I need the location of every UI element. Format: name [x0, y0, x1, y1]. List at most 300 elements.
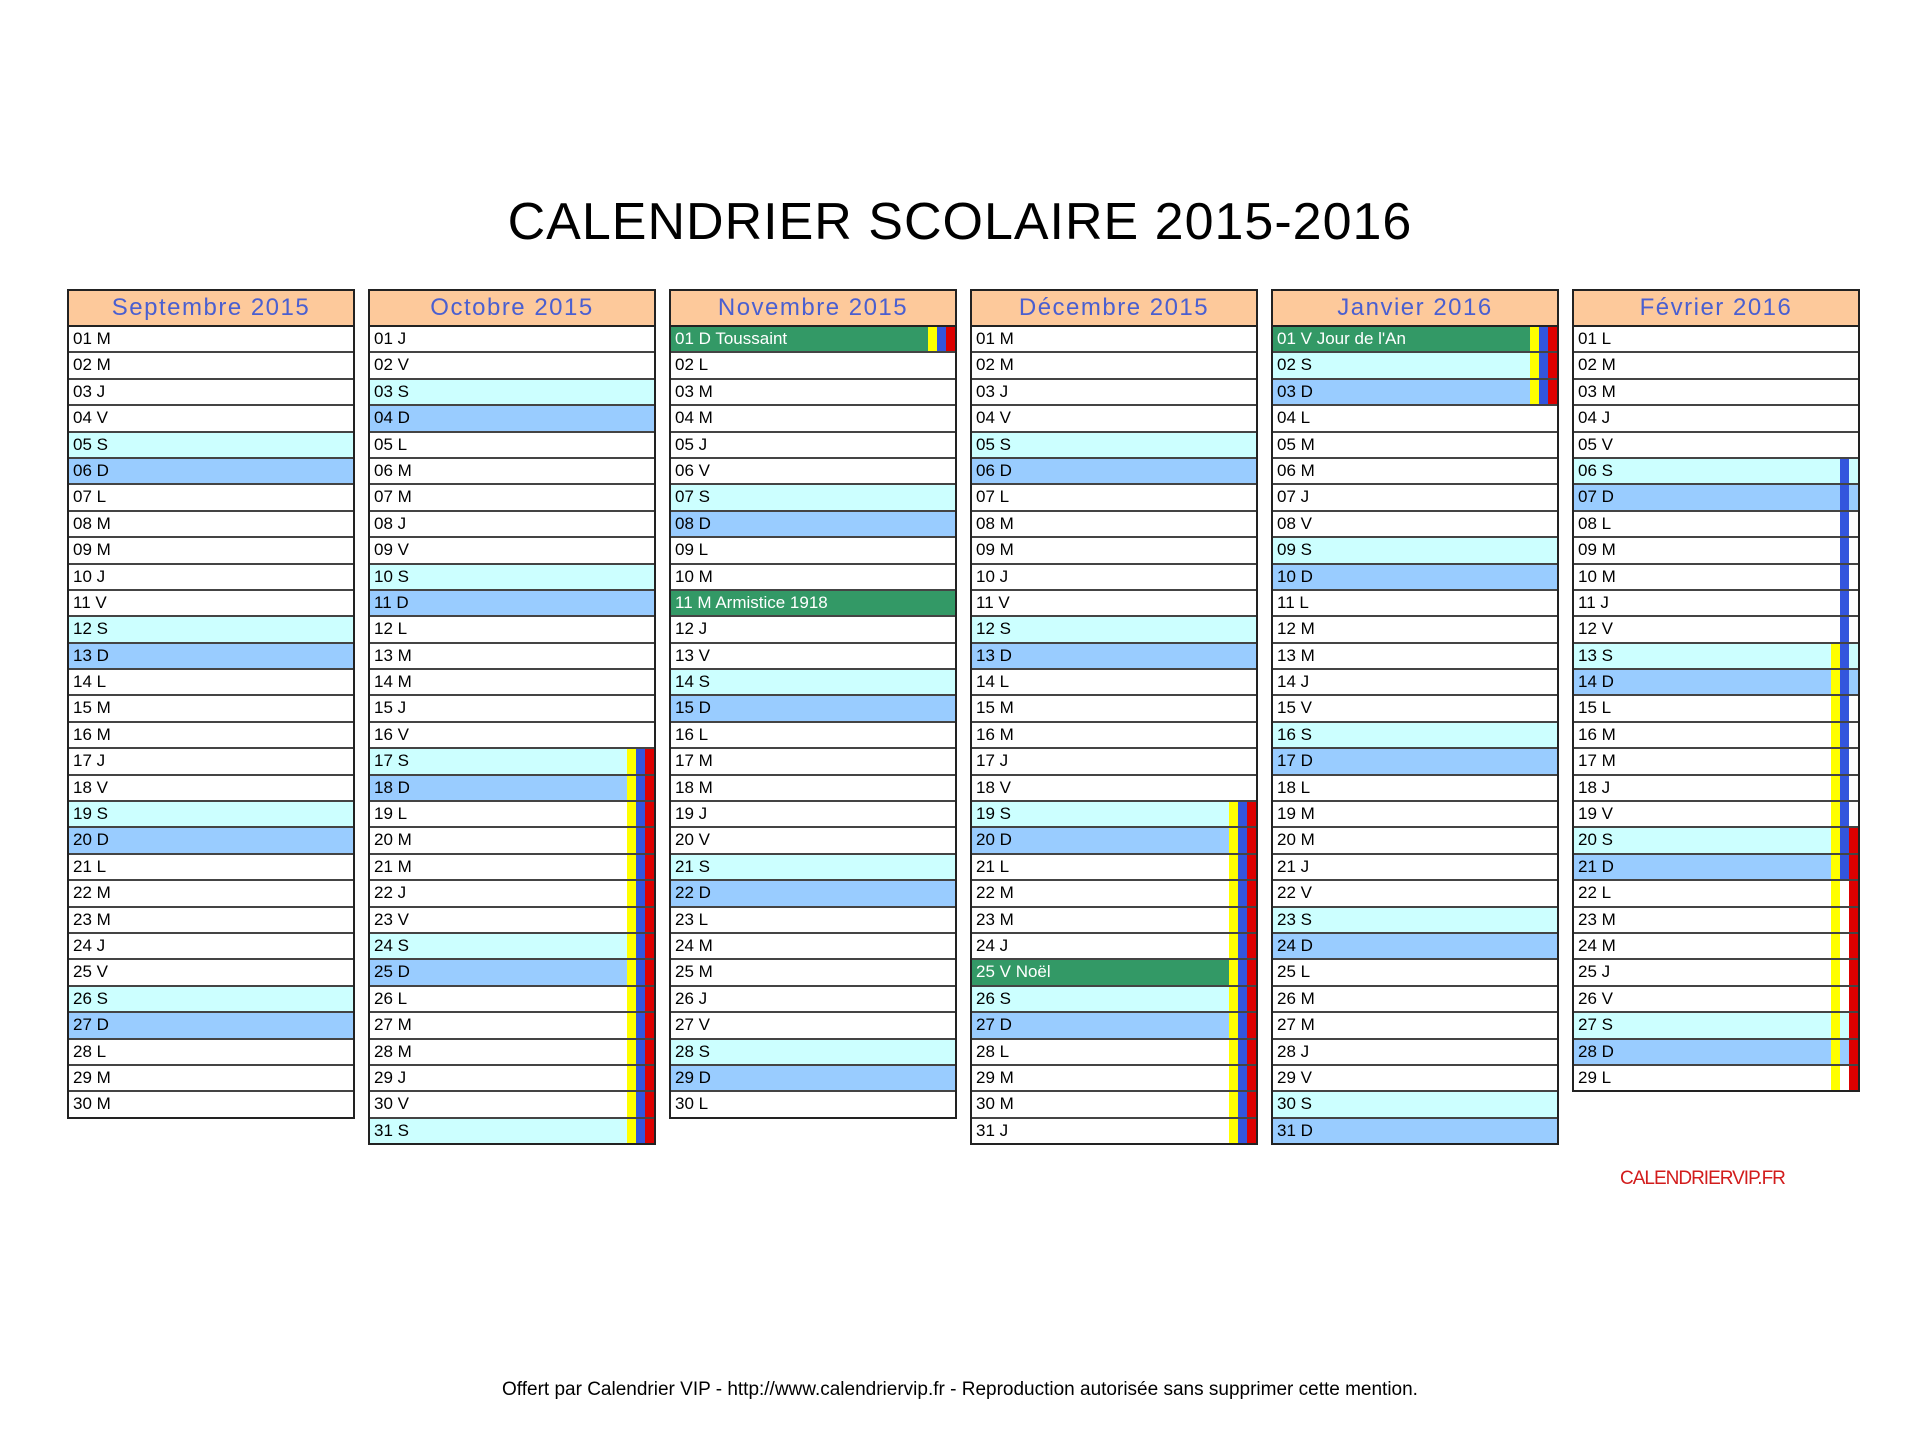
day-label: 23 M	[976, 909, 1014, 929]
zone-c-strip	[645, 934, 654, 958]
vacation-strips	[1831, 908, 1858, 932]
day-row	[1574, 960, 1858, 986]
zone-a-strip	[1831, 749, 1840, 773]
zone-b-strip	[1840, 617, 1849, 641]
day-label: 15 V	[1277, 698, 1312, 718]
day-row	[1273, 1066, 1557, 1092]
day-row	[972, 749, 1256, 775]
day-label: 03 J	[976, 381, 1009, 401]
zone-c-strip	[1548, 380, 1557, 404]
day-row	[972, 353, 1256, 379]
zone-a-strip	[1831, 776, 1840, 800]
day-row	[69, 987, 353, 1013]
day-row	[1273, 828, 1557, 854]
day-label: 22 D	[675, 883, 711, 903]
day-label: 07 J	[1277, 487, 1310, 507]
day-row	[69, 327, 353, 353]
day-label: 23 L	[675, 909, 709, 929]
day-row	[370, 1092, 654, 1118]
day-row	[972, 644, 1256, 670]
day-label: 15 M	[976, 698, 1014, 718]
month-column	[669, 289, 957, 1119]
zone-a-strip	[1229, 908, 1238, 932]
zone-c-strip	[1247, 1066, 1256, 1090]
day-label: 04 M	[675, 408, 713, 428]
zone-c-strip	[1247, 960, 1256, 984]
day-row	[1574, 1066, 1858, 1090]
zone-c-strip	[645, 1066, 654, 1090]
zone-a-strip	[1831, 485, 1840, 509]
day-row	[69, 802, 353, 828]
day-row	[1273, 617, 1557, 643]
zone-a-strip	[1831, 565, 1840, 589]
day-row	[671, 380, 955, 406]
zone-b-strip	[1840, 960, 1849, 984]
day-row	[370, 828, 654, 854]
day-label: 25 J	[1578, 962, 1611, 982]
brand-label: CALENDRIERVIP.FR	[1620, 1168, 1785, 1189]
day-label: 24 D	[1277, 935, 1313, 955]
zone-a-strip	[1831, 908, 1840, 932]
day-row	[370, 617, 654, 643]
vacation-strips	[627, 1119, 654, 1143]
zone-a-strip	[1831, 802, 1840, 826]
day-row	[1273, 934, 1557, 960]
day-label: 01 V Jour de l'An	[1277, 329, 1406, 348]
day-label: 16 M	[1578, 724, 1616, 744]
day-row	[1574, 828, 1858, 854]
day-label: 22 M	[73, 883, 111, 903]
day-row	[69, 749, 353, 775]
day-row	[671, 512, 955, 538]
day-label: 12 S	[73, 619, 108, 639]
vacation-strips	[1831, 1013, 1858, 1037]
day-label: 14 L	[976, 672, 1010, 692]
day-row	[370, 380, 654, 406]
zone-c-strip	[645, 749, 654, 773]
day-label: 19 J	[675, 804, 708, 824]
zone-b-strip	[937, 327, 946, 351]
zone-b-strip	[1840, 670, 1849, 694]
day-label: 06 M	[374, 460, 412, 480]
day-label: 04 V	[976, 408, 1011, 428]
day-row	[370, 881, 654, 907]
day-row	[972, 617, 1256, 643]
vacation-strips	[627, 1092, 654, 1116]
zone-a-strip	[1831, 670, 1840, 694]
day-label: 30 V	[374, 1094, 409, 1114]
day-label: 17 M	[1578, 751, 1616, 771]
zone-c-strip	[645, 855, 654, 879]
day-label: 16 V	[374, 724, 409, 744]
zone-a-strip	[1831, 538, 1840, 562]
day-row	[1273, 1092, 1557, 1118]
day-row	[1574, 855, 1858, 881]
day-row	[1574, 987, 1858, 1013]
day-label: 21 L	[976, 856, 1010, 876]
zone-b-strip	[1840, 749, 1849, 773]
day-row	[69, 406, 353, 432]
zone-a-strip	[627, 1066, 636, 1090]
vacation-strips	[627, 749, 654, 773]
zone-a-strip	[1831, 855, 1840, 879]
day-row	[671, 749, 955, 775]
day-label: 09 M	[976, 540, 1014, 560]
zone-b-strip	[1238, 1040, 1247, 1064]
day-label: 18 V	[976, 777, 1011, 797]
zone-a-strip	[627, 749, 636, 773]
zone-a-strip	[1229, 1119, 1238, 1143]
day-row	[1273, 353, 1557, 379]
day-row	[1273, 512, 1557, 538]
zone-a-strip	[1229, 987, 1238, 1011]
zone-b-strip	[636, 828, 645, 852]
day-label: 03 D	[1277, 381, 1313, 401]
day-label: 05 S	[976, 434, 1011, 454]
zone-b-strip	[1840, 1013, 1849, 1037]
day-label: 11 M Armistice 1918	[675, 592, 828, 612]
day-row	[69, 433, 353, 459]
vacation-strips	[1831, 696, 1858, 720]
day-label: 20 M	[374, 830, 412, 850]
vacation-strips	[627, 828, 654, 852]
vacation-strips	[627, 1013, 654, 1037]
zone-c-strip	[1849, 987, 1858, 1011]
day-row	[370, 1119, 654, 1143]
day-row	[69, 776, 353, 802]
vacation-strips	[1831, 987, 1858, 1011]
day-label: 11 D	[374, 592, 409, 612]
zone-a-strip	[1530, 327, 1539, 351]
zone-c-strip	[1247, 828, 1256, 852]
zone-a-strip	[1229, 881, 1238, 905]
month-column	[970, 289, 1258, 1145]
month-column	[1271, 289, 1559, 1145]
day-row	[1574, 749, 1858, 775]
day-label: 28 L	[73, 1041, 107, 1061]
day-label: 30 S	[1277, 1094, 1312, 1114]
day-row	[370, 1040, 654, 1066]
day-label: 24 J	[976, 935, 1009, 955]
day-row	[1574, 881, 1858, 907]
day-label: 10 M	[1578, 566, 1616, 586]
day-row	[972, 881, 1256, 907]
day-label: 28 S	[675, 1041, 710, 1061]
day-label: 03 S	[374, 381, 409, 401]
day-row	[671, 565, 955, 591]
zone-a-strip	[627, 776, 636, 800]
zone-b-strip	[636, 881, 645, 905]
day-label: 06 S	[1578, 460, 1613, 480]
vacation-strips	[1229, 987, 1256, 1011]
zone-c-strip	[645, 1040, 654, 1064]
day-row	[69, 538, 353, 564]
zone-c-strip	[645, 908, 654, 932]
day-row	[370, 776, 654, 802]
zone-a-strip	[1831, 723, 1840, 747]
zone-b-strip	[1238, 960, 1247, 984]
day-row	[972, 1013, 1256, 1039]
day-row	[69, 459, 353, 485]
zone-c-strip	[1849, 1013, 1858, 1037]
vacation-strips	[1229, 1092, 1256, 1116]
day-row	[972, 776, 1256, 802]
month-header: Octobre 2015	[370, 291, 654, 327]
zone-a-strip	[1831, 881, 1840, 905]
vacation-strips	[1229, 1066, 1256, 1090]
holiday-row	[972, 960, 1256, 986]
day-label: 05 L	[374, 434, 408, 454]
month-column	[368, 289, 656, 1145]
zone-a-strip	[1831, 591, 1840, 615]
day-row	[370, 802, 654, 828]
day-row	[69, 1040, 353, 1066]
day-label: 29 M	[73, 1067, 111, 1087]
day-label: 09 M	[1578, 540, 1616, 560]
vacation-strips	[1530, 380, 1557, 404]
zone-c-strip	[1849, 723, 1858, 747]
day-label: 13 D	[976, 645, 1012, 665]
zone-b-strip	[636, 1066, 645, 1090]
zone-b-strip	[1840, 696, 1849, 720]
day-label: 18 J	[1578, 777, 1611, 797]
day-row	[370, 1066, 654, 1092]
day-row	[370, 960, 654, 986]
day-row	[69, 591, 353, 617]
vacation-strips	[627, 1066, 654, 1090]
zone-b-strip	[1539, 353, 1548, 377]
day-row	[972, 1040, 1256, 1066]
zone-b-strip	[1238, 802, 1247, 826]
day-row	[972, 459, 1256, 485]
zone-b-strip	[1238, 881, 1247, 905]
day-label: 25 M	[675, 962, 713, 982]
zone-b-strip	[1539, 380, 1548, 404]
day-row	[1273, 459, 1557, 485]
day-row	[69, 828, 353, 854]
vacation-strips	[627, 802, 654, 826]
day-label: 10 D	[1277, 566, 1313, 586]
zone-a-strip	[627, 1040, 636, 1064]
day-row	[1273, 855, 1557, 881]
day-label: 26 J	[675, 988, 708, 1008]
vacation-strips	[627, 934, 654, 958]
zone-c-strip	[1849, 459, 1858, 483]
day-row	[972, 855, 1256, 881]
day-row	[370, 433, 654, 459]
zone-a-strip	[1831, 934, 1840, 958]
zone-c-strip	[1247, 1040, 1256, 1064]
day-row	[671, 1092, 955, 1116]
zone-c-strip	[1849, 644, 1858, 668]
day-label: 06 D	[73, 460, 109, 480]
day-row	[1574, 485, 1858, 511]
day-label: 27 V	[675, 1015, 710, 1035]
day-row	[370, 749, 654, 775]
vacation-strips	[1530, 353, 1557, 377]
vacation-strips	[1229, 960, 1256, 984]
day-row	[671, 776, 955, 802]
day-label: 30 M	[73, 1094, 111, 1114]
vacation-strips	[1229, 1013, 1256, 1037]
day-row	[1574, 591, 1858, 617]
day-label: 29 J	[374, 1067, 407, 1087]
vacation-strips	[1831, 644, 1858, 668]
day-row	[671, 670, 955, 696]
day-row	[972, 908, 1256, 934]
zone-b-strip	[1840, 828, 1849, 852]
day-label: 24 J	[73, 935, 106, 955]
day-label: 05 M	[1277, 434, 1315, 454]
vacation-strips	[1831, 670, 1858, 694]
day-row	[671, 406, 955, 432]
day-label: 23 M	[1578, 909, 1616, 929]
zone-a-strip	[1831, 987, 1840, 1011]
zone-a-strip	[1831, 512, 1840, 536]
day-label: 16 L	[675, 724, 709, 744]
day-label: 01 L	[1578, 329, 1612, 348]
day-label: 21 M	[374, 856, 412, 876]
day-row	[972, 380, 1256, 406]
zone-b-strip	[1238, 908, 1247, 932]
day-row	[69, 960, 353, 986]
day-row	[1574, 670, 1858, 696]
vacation-strips	[1229, 908, 1256, 932]
vacation-strips	[1831, 591, 1858, 615]
day-label: 06 M	[1277, 460, 1315, 480]
day-label: 18 V	[73, 777, 108, 797]
day-label: 07 L	[73, 487, 107, 507]
day-row	[370, 644, 654, 670]
day-row	[972, 828, 1256, 854]
vacation-strips	[1229, 1119, 1256, 1143]
day-row	[370, 512, 654, 538]
day-row	[370, 696, 654, 722]
day-row	[671, 802, 955, 828]
day-row	[1574, 1013, 1858, 1039]
zone-c-strip	[1247, 987, 1256, 1011]
day-label: 18 D	[374, 777, 410, 797]
vacation-strips	[627, 776, 654, 800]
day-label: 10 M	[675, 566, 713, 586]
zone-c-strip	[1247, 1119, 1256, 1143]
zone-c-strip	[1849, 670, 1858, 694]
zone-c-strip	[1849, 934, 1858, 958]
day-row	[671, 696, 955, 722]
day-label: 29 M	[976, 1067, 1014, 1087]
day-row	[671, 1013, 955, 1039]
day-label: 03 M	[675, 381, 713, 401]
zone-b-strip	[1238, 1092, 1247, 1116]
day-row	[370, 723, 654, 749]
day-label: 05 V	[1578, 434, 1613, 454]
day-row	[1273, 723, 1557, 749]
day-label: 22 V	[1277, 883, 1312, 903]
zone-a-strip	[1831, 1040, 1840, 1064]
day-row	[671, 934, 955, 960]
holiday-row	[671, 327, 955, 353]
zone-c-strip	[1247, 1013, 1256, 1037]
zone-b-strip	[1238, 987, 1247, 1011]
day-row	[1273, 1040, 1557, 1066]
day-label: 09 M	[73, 540, 111, 560]
zone-b-strip	[1840, 459, 1849, 483]
day-label: 21 D	[1578, 856, 1614, 876]
zone-b-strip	[636, 749, 645, 773]
zone-a-strip	[627, 881, 636, 905]
day-label: 26 S	[976, 988, 1011, 1008]
day-row	[1574, 934, 1858, 960]
day-label: 31 S	[374, 1120, 409, 1140]
day-label: 30 M	[976, 1094, 1014, 1114]
day-row	[69, 512, 353, 538]
day-label: 26 M	[1277, 988, 1315, 1008]
day-label: 01 M	[976, 329, 1014, 348]
day-row	[671, 617, 955, 643]
zone-c-strip	[1849, 960, 1858, 984]
day-label: 19 M	[1277, 804, 1315, 824]
day-label: 02 M	[976, 355, 1014, 375]
zone-c-strip	[1849, 565, 1858, 589]
day-label: 18 L	[1277, 777, 1311, 797]
day-row	[1574, 802, 1858, 828]
day-row	[1574, 776, 1858, 802]
day-label: 12 L	[374, 619, 408, 639]
day-row	[1273, 776, 1557, 802]
day-row	[69, 1066, 353, 1092]
day-label: 16 M	[976, 724, 1014, 744]
zone-b-strip	[1840, 881, 1849, 905]
month-column	[1572, 289, 1860, 1092]
day-row	[972, 406, 1256, 432]
day-label: 28 M	[374, 1041, 412, 1061]
zone-c-strip	[645, 987, 654, 1011]
day-label: 08 M	[73, 513, 111, 533]
zone-a-strip	[627, 1119, 636, 1143]
day-label: 19 L	[374, 804, 408, 824]
zone-b-strip	[1840, 538, 1849, 562]
day-row	[972, 934, 1256, 960]
zone-b-strip	[1840, 565, 1849, 589]
day-row	[1273, 538, 1557, 564]
day-label: 13 V	[675, 645, 710, 665]
day-label: 15 L	[1578, 698, 1612, 718]
zone-b-strip	[636, 987, 645, 1011]
vacation-strips	[1229, 802, 1256, 826]
vacation-strips	[1831, 802, 1858, 826]
day-label: 27 S	[1578, 1015, 1613, 1035]
day-row	[69, 485, 353, 511]
zone-c-strip	[1849, 855, 1858, 879]
vacation-strips	[1831, 934, 1858, 958]
zone-a-strip	[1530, 380, 1539, 404]
zone-c-strip	[1247, 1092, 1256, 1116]
day-row	[671, 485, 955, 511]
day-label: 11 V	[73, 592, 107, 612]
day-row	[1574, 406, 1858, 432]
zone-c-strip	[1849, 908, 1858, 932]
day-row	[370, 908, 654, 934]
vacation-strips	[1229, 934, 1256, 958]
day-label: 15 J	[374, 698, 407, 718]
day-label: 27 M	[374, 1015, 412, 1035]
day-label: 22 M	[976, 883, 1014, 903]
day-label: 25 V	[73, 962, 108, 982]
day-row	[69, 1092, 353, 1116]
vacation-strips	[627, 908, 654, 932]
zone-b-strip	[1238, 934, 1247, 958]
day-row	[370, 855, 654, 881]
